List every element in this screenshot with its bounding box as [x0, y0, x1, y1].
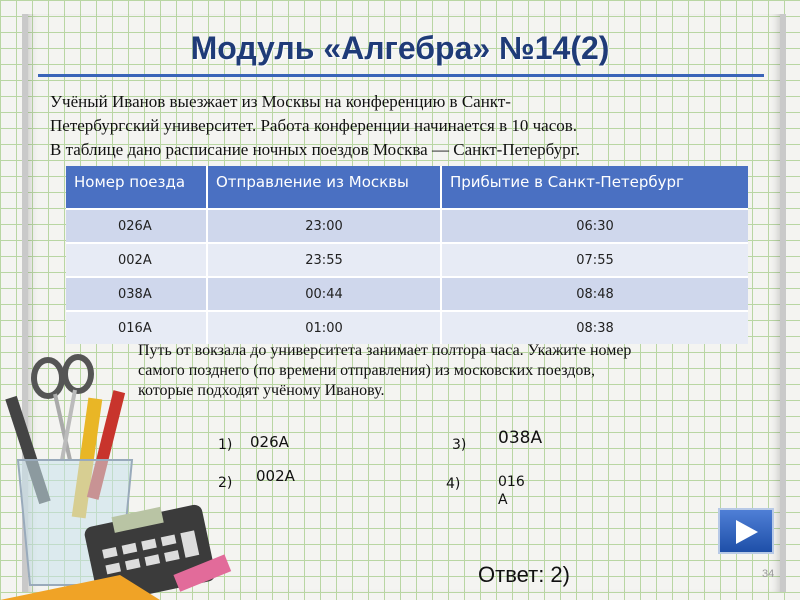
- task-line: Учёный Иванов выезжает из Москвы на конференцию в Санкт-: [50, 92, 511, 111]
- arrival-cell: 07:55: [442, 242, 748, 276]
- option-label: 1): [218, 437, 233, 453]
- arrival-cell: 08:38: [442, 310, 748, 344]
- answer-text: Ответ: 2): [478, 562, 570, 587]
- option-value: 038А: [498, 428, 543, 448]
- slide-title: Модуль «Алгебра» №14(2): [190, 30, 610, 66]
- option-value: 016 А: [498, 474, 525, 508]
- title-divider: [38, 74, 764, 77]
- task-line: В таблице дано расписание ночных поездов Москва — Санкт-Петербург.: [50, 140, 580, 159]
- header-departure: Отправление из Москвы: [208, 166, 442, 208]
- arrival-cell: 08:48: [442, 276, 748, 310]
- train-number-cell: 016А: [66, 310, 208, 344]
- question-line: Путь от вокзала до университета занимает полтора часа. Укажите номер: [138, 342, 632, 359]
- option-value: 002А: [256, 467, 295, 485]
- answer-option-4[interactable]: [446, 473, 525, 508]
- option-value: 026А: [250, 433, 289, 451]
- departure-cell: 23:55: [208, 242, 442, 276]
- departure-cell: 01:00: [208, 310, 442, 344]
- question-text: [138, 341, 758, 401]
- table-row: [66, 310, 748, 344]
- departure-cell: 00:44: [208, 276, 442, 310]
- train-number-cell: 038А: [66, 276, 208, 310]
- answer-option-1[interactable]: [218, 433, 289, 453]
- option-label: 3): [452, 437, 467, 453]
- question-line: самого позднего (по времени отправления) из московских поездов,: [138, 362, 595, 379]
- option-label: 4): [446, 476, 461, 492]
- table-row: [66, 276, 748, 310]
- header-train-number: Номер поезда: [66, 166, 208, 208]
- table-row: [66, 208, 748, 242]
- play-arrow-icon: [736, 520, 758, 544]
- task-line: Петербургский университет. Работа конференции начинается в 10 часов.: [50, 116, 578, 135]
- task-statement: [50, 90, 750, 162]
- departure-cell: 23:00: [208, 208, 442, 242]
- answer-option-3[interactable]: [452, 428, 543, 453]
- header-arrival: Прибытие в Санкт-Петербург: [442, 166, 748, 208]
- answer-option-2[interactable]: [218, 467, 295, 491]
- train-schedule-table: [66, 166, 748, 344]
- page-number: 34: [762, 568, 775, 580]
- train-number-cell: 026А: [66, 208, 208, 242]
- arrival-cell: 06:30: [442, 208, 748, 242]
- table-row: [66, 242, 748, 276]
- next-slide-button[interactable]: [718, 508, 774, 554]
- table-header-row: [66, 166, 748, 208]
- question-line: которые подходят учёному Иванову.: [138, 382, 385, 399]
- train-number-cell: 002А: [66, 242, 208, 276]
- option-label: 2): [218, 475, 233, 491]
